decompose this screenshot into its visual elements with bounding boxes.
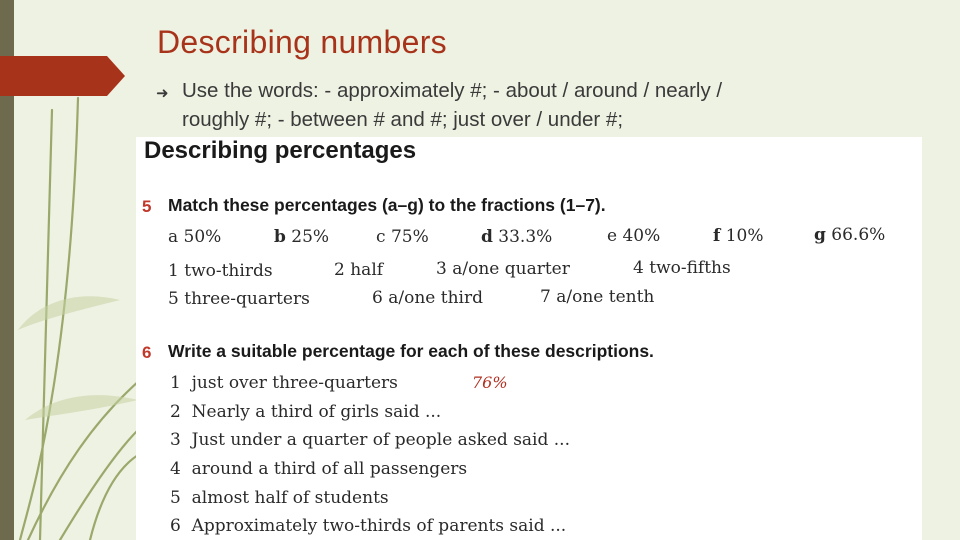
exercise-5-number: 5: [142, 197, 152, 216]
arrow-bullet-icon: ➜: [156, 85, 169, 102]
handwritten-answer: 76%: [472, 373, 508, 392]
fraction-item: 4 two-fifths: [633, 258, 731, 278]
description-item: 2 Nearly a third of girls said ...: [170, 402, 442, 422]
percentage-item: f 10%: [713, 226, 764, 246]
fraction-item: 1 two-thirds: [168, 261, 273, 281]
percentage-item: c 75%: [376, 227, 429, 247]
worksheet-image: [136, 137, 922, 540]
fraction-item: 3 a/one quarter: [436, 259, 570, 279]
bullet-point: [156, 76, 900, 134]
title-accent-tab: [0, 56, 125, 96]
fraction-item: 5 three-quarters: [168, 289, 310, 309]
exercise-5-instruction: Match these percentages (a–g) to the fractions (1–7).: [168, 195, 606, 215]
description-item: 5 almost half of students: [170, 488, 389, 508]
bullet-line-1: Use the words: - approximately #; - about / around / nearly /: [182, 79, 723, 102]
percentage-item: g 66.6%: [814, 225, 886, 245]
fraction-item: 6 a/one third: [372, 288, 483, 308]
worksheet-heading: Describing percentages: [144, 137, 417, 164]
description-item: 3 Just under a quarter of people asked said ...: [170, 430, 570, 450]
exercise-6-number: 6: [142, 343, 152, 362]
percentage-item: d 33.3%: [481, 227, 553, 247]
description-item: 4 around a third of all passengers: [170, 459, 468, 479]
fraction-item: 2 half: [334, 260, 384, 280]
description-item: 1 just over three-quarters: [170, 373, 398, 393]
exercise-6-instruction: Write a suitable percentage for each of these descriptions.: [168, 341, 654, 361]
bullet-line-2: roughly #; - between # and #; just over / under #;: [182, 108, 624, 131]
percentage-item: b 25%: [274, 227, 330, 247]
slide-title: Describing numbers: [157, 24, 447, 60]
percentage-item: a 50%: [168, 227, 222, 247]
percentage-item: e 40%: [607, 226, 661, 246]
description-item: 6 Approximately two-thirds of parents said ...: [170, 516, 567, 536]
fraction-item: 7 a/one tenth: [540, 287, 655, 307]
